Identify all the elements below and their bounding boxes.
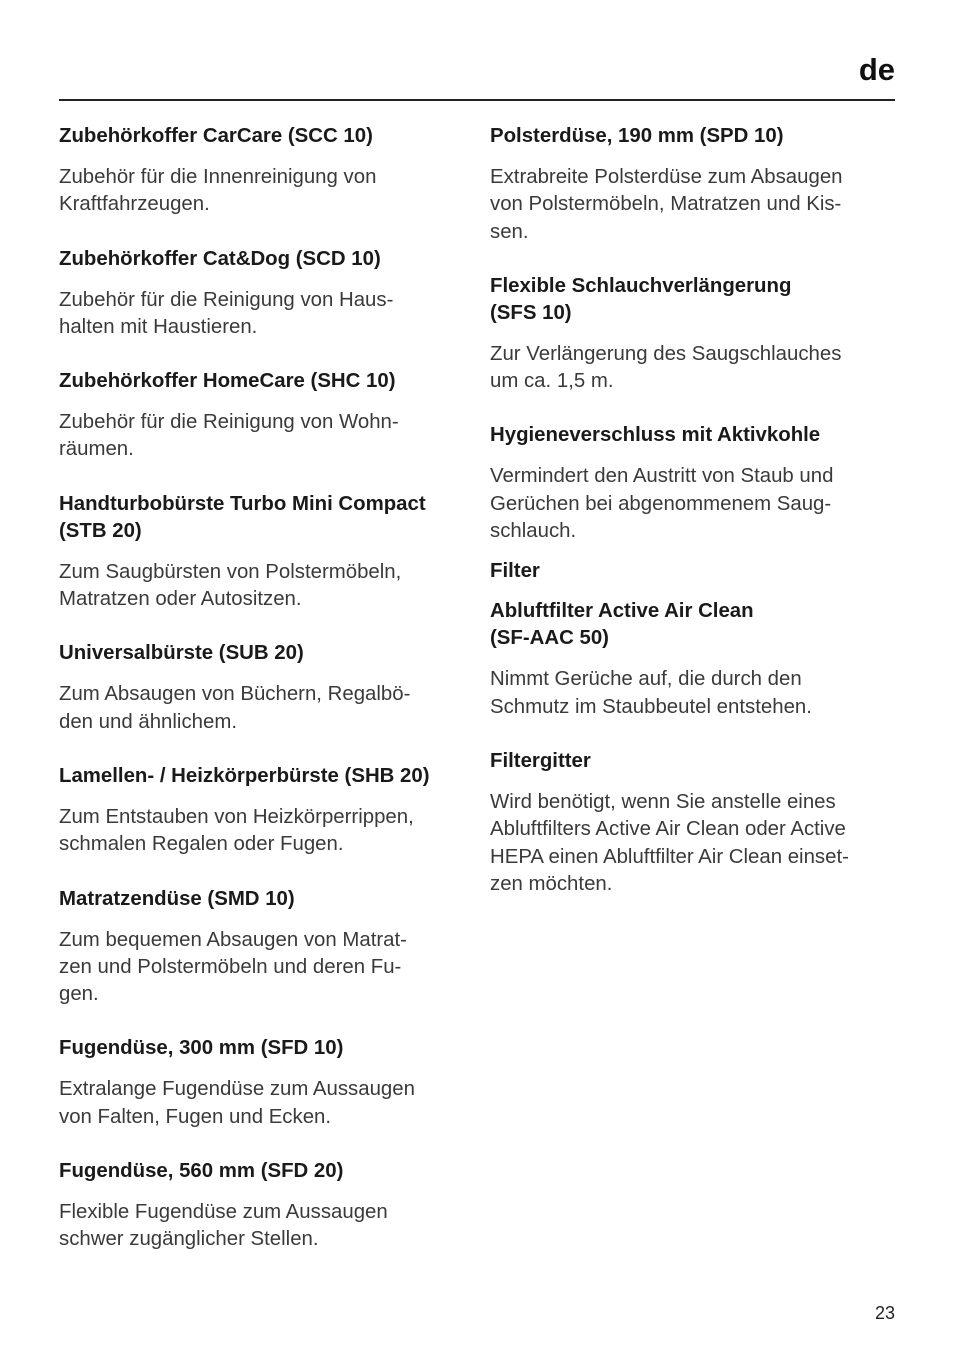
accessory-entry-crevice-300 <box>59 1035 469 1131</box>
entry-title: Zubehörkoffer HomeCare (SHC 10) <box>59 370 396 393</box>
entry-title: Filtergitter <box>490 749 591 772</box>
filter-section <box>490 558 900 585</box>
entry-description: Zum Entstauben von Heizkörperrippen, schmalen Regalen oder Fugen. <box>59 805 414 856</box>
entry-title: Fugendüse, 300 mm (SFD 10) <box>59 1037 344 1060</box>
entry-description: Extralange Fugendüse zum Aussaugen von Falten, Fugen und Ecken. <box>59 1078 415 1128</box>
entry-description: Flexible Fugendüse zum Aussaugen schwer zugänglicher Stellen. <box>59 1201 388 1251</box>
entry-title: Zubehörkoffer CarCare (SCC 10) <box>59 125 373 147</box>
entry-title: Matratzendüse (SMD 10) <box>59 887 295 910</box>
accessory-entry-homecare <box>59 368 469 464</box>
entry-title: Flexible Schlauchverlängerung (SFS 10) <box>490 274 792 324</box>
entry-title: Universalbürste (SUB 20) <box>59 642 304 665</box>
entry-description: Zum Saugbürsten von Polstermöbeln, Matratzen oder Autositzen. <box>59 560 402 611</box>
filter-entry-active-air-clean <box>490 598 900 721</box>
entry-description: Wird benötigt, wenn Sie anstelle eines Abluftfilters Active Air Clean oder Active HEPA einen Abluftfilter Air Clean einset- zen möchten. <box>490 790 849 895</box>
entry-description: Zum Absaugen von Büchern, Regalbö- den und ähnlichem. <box>59 683 411 733</box>
entry-description: Zum bequemen Absaugen von Matrat- zen und Polstermöbeln und deren Fu- gen. <box>59 928 407 1006</box>
entry-title: Zubehörkoffer Cat&Dog (SCD 10) <box>59 247 381 270</box>
accessory-entry-carcare <box>59 123 469 219</box>
entry-description: Nimmt Gerüche auf, die durch den Schmutz im Staubbeutel entstehen. <box>490 668 812 718</box>
header-divider <box>59 99 895 101</box>
entry-description: Zubehör für die Reinigung von Haus- halten mit Haustieren. <box>59 288 394 338</box>
filter-section-title: Filter <box>490 560 540 583</box>
accessory-entry-hose-extension <box>490 273 900 396</box>
accessory-entry-crevice-560 <box>59 1158 469 1254</box>
accessory-entry-mattress-tool <box>59 886 469 1009</box>
entry-description: Zubehör für die Reinigung von Wohn- räumen. <box>59 411 399 461</box>
entry-title: Abluftfilter Active Air Clean (SF-AAC 50) <box>490 600 754 650</box>
entry-title: Lamellen- / Heizkörperbürste (SHB 20) <box>59 764 430 787</box>
entry-title: Handturbobürste Turbo Mini Compact (STB 20) <box>59 492 426 542</box>
page-number: 23 <box>874 1303 895 1323</box>
language-tag: de <box>858 52 895 87</box>
entry-description: Extrabreite Polsterdüse zum Absaugen von Polstermöbeln, Matratzen und Kis- sen. <box>490 166 843 243</box>
entry-description: Vermindert den Austritt von Staub und Gerüchen bei abgenommenem Saug- schlauch. <box>490 465 834 543</box>
accessory-entry-radiator-brush <box>59 763 469 859</box>
left-column <box>59 123 469 1281</box>
entry-description: Zur Verlängerung des Saugschlauches um ca. 1,5 m. <box>490 342 842 393</box>
accessory-entry-hygiene-seal <box>490 422 900 545</box>
entry-title: Hygieneverschluss mit Aktivkohle <box>490 424 821 447</box>
accessory-entry-catdog <box>59 246 469 342</box>
accessory-entry-universal-brush <box>59 640 469 736</box>
entry-title: Polsterdüse, 190 mm (SPD 10) <box>490 125 784 147</box>
entry-title: Fugendüse, 560 mm (SFD 20) <box>59 1160 344 1183</box>
filter-entry-filter-grid <box>490 748 900 898</box>
entry-description: Zubehör für die Innenreinigung von Kraftfahrzeugen. <box>59 166 377 216</box>
right-column <box>490 123 900 925</box>
accessory-entry-upholstery-tool <box>490 123 900 246</box>
accessory-entry-turbo-brush <box>59 491 469 614</box>
